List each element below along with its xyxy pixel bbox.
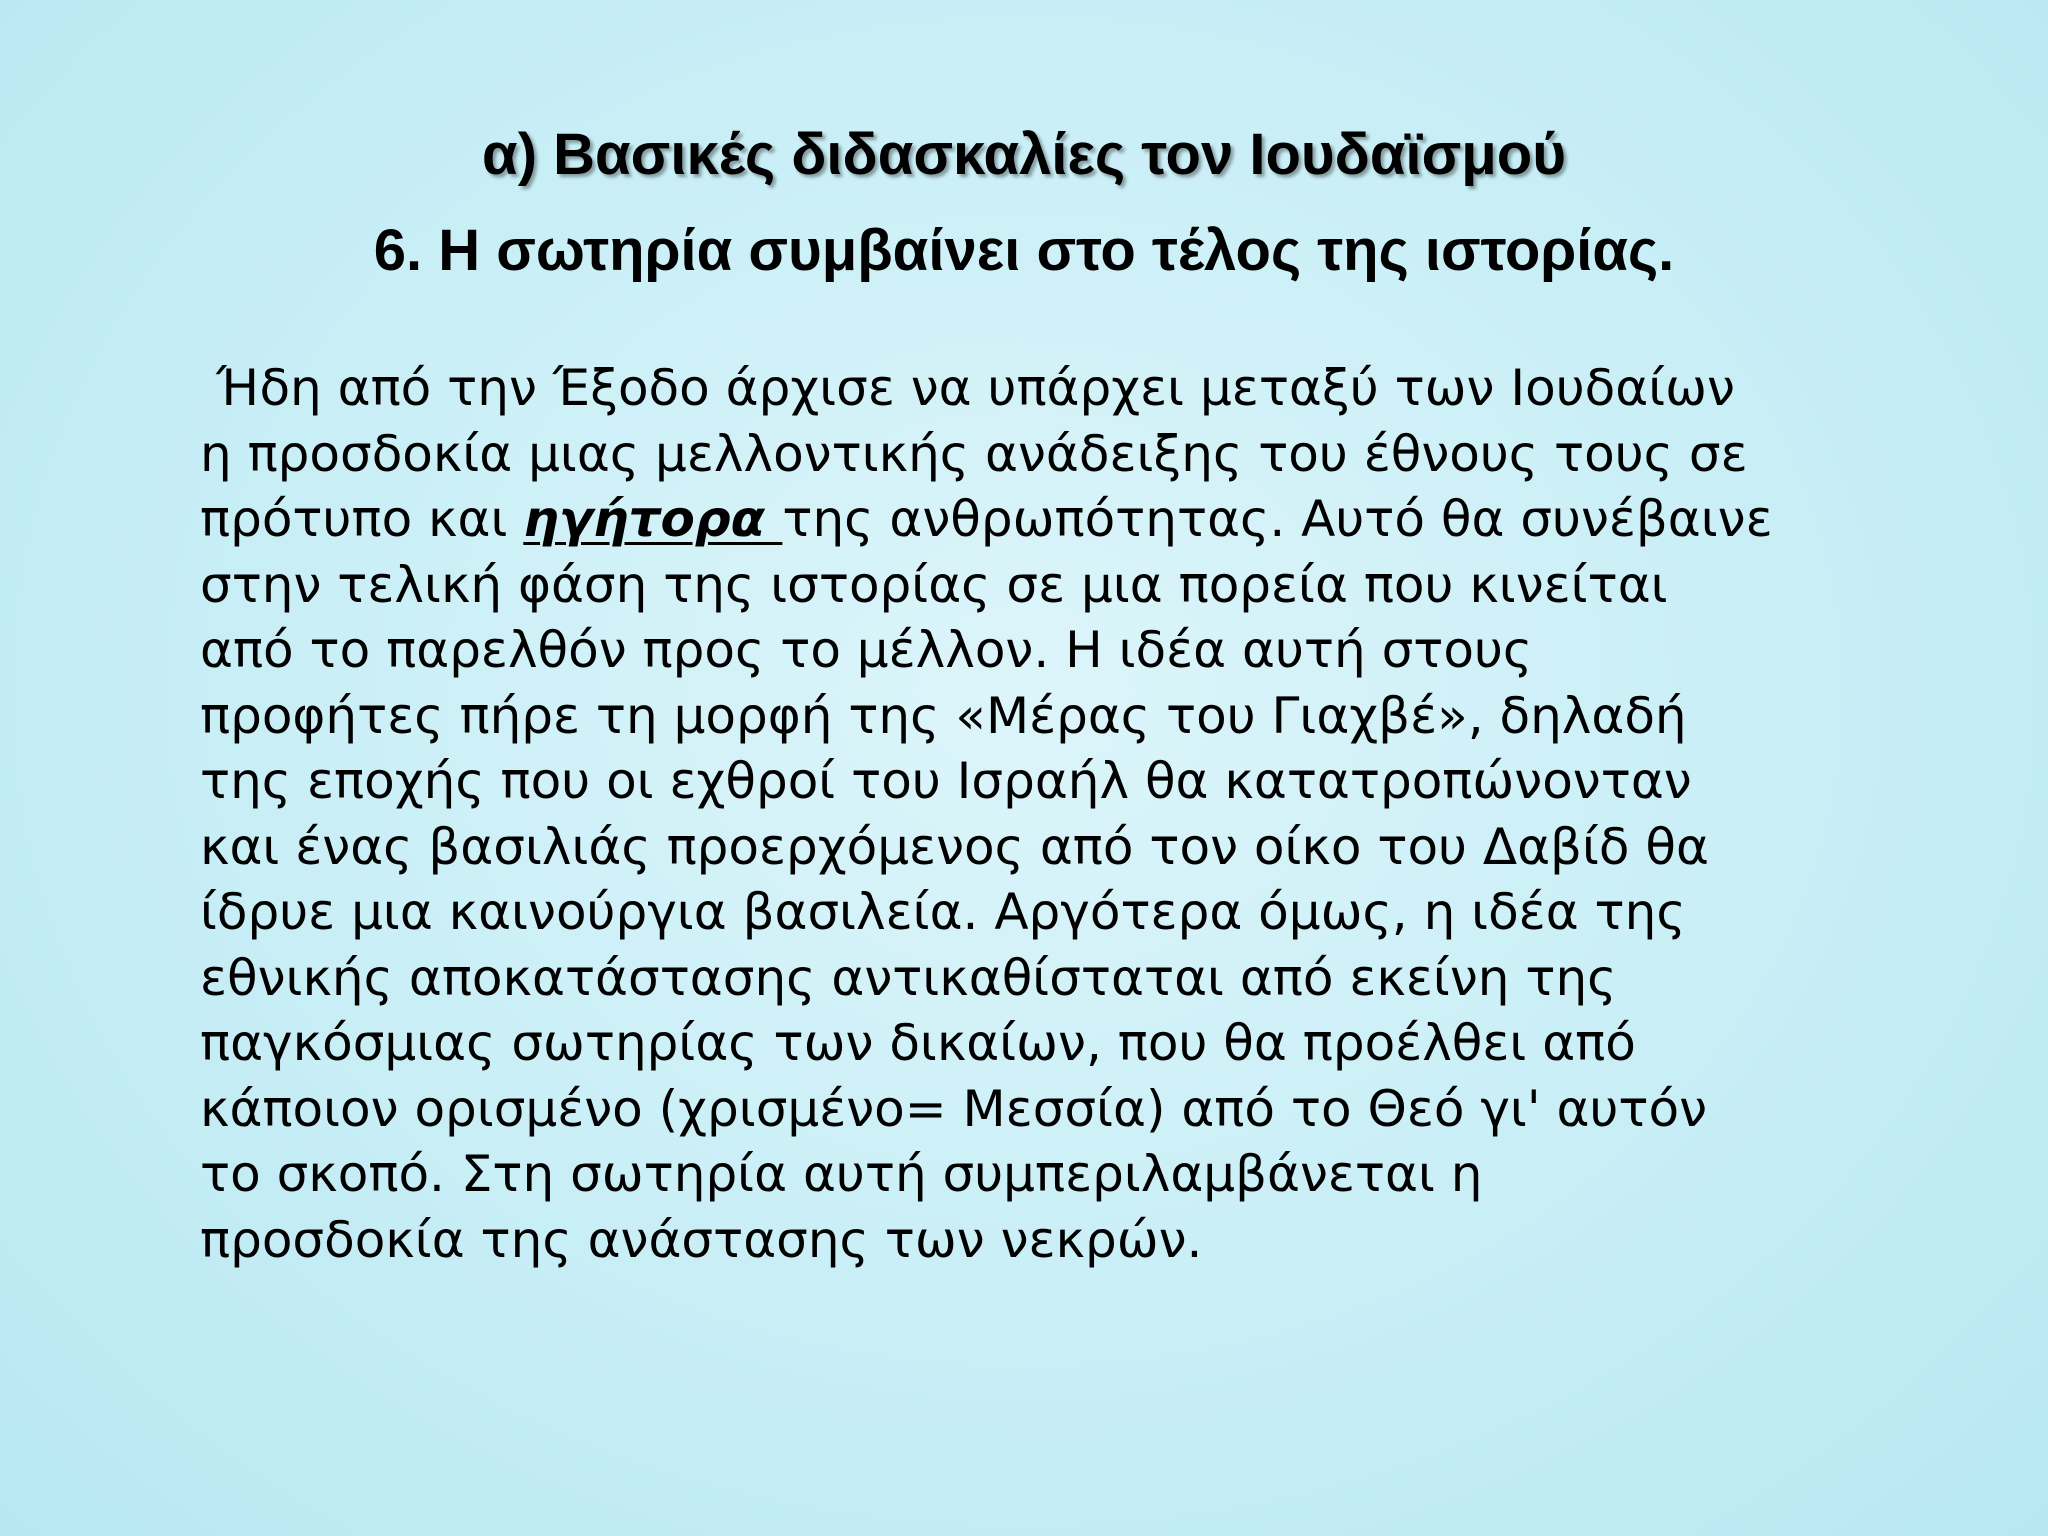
body-line-1: Ήδη από την Έξοδο άρχισε να υπάρχει μεταξύ των Ιουδαίων (200, 359, 1735, 417)
body-line-6: προφήτες πήρε τη μορφή της «Μέρας του Γιαχβέ», δηλαδή (200, 686, 1687, 745)
body-line-3-after: της ανθρωπότητας. Αυτό θα συνέβαινε (782, 490, 1773, 548)
body-line-7: της εποχής που οι εχθροί του Ισραήλ θα κατατροπώνονταν (200, 752, 1692, 810)
body-line-5: από το παρελθόν προς το μέλλον. Η ιδέα αυτή στους (200, 621, 1533, 679)
body-line-11: παγκόσμιας σωτηρίας των δικαίων, που θα προέλθει από (200, 1014, 1636, 1072)
body-line-9: ίδρυε μια καινούργια βασιλεία. Αργότερα όμως, η ιδέα της (200, 883, 1686, 941)
body-line-13: το σκοπό. Στη σωτηρία αυτή συμπεριλαμβάνεται η (200, 1145, 1483, 1203)
body-line-4: στην τελική φάση της ιστορίας σε μια πορεία που κινείται (200, 555, 1668, 614)
body-line-10: εθνικής αποκατάστασης αντικαθίσταται από εκείνη της (200, 948, 1617, 1007)
slide-subtitle: 6. Η σωτηρία συμβαίνει στο τέλος της ιστορίας. (373, 218, 1675, 283)
body-line-3-before: πρότυπο και (200, 490, 524, 548)
body-line-8: και ένας βασιλιάς προερχόμενος από τον οίκο του Δαβίδ θα (200, 817, 1709, 876)
body-line-12: κάποιον ορισμένο (χρισμένο= Μεσσία) από το Θεό γι' αυτόν (200, 1079, 1708, 1138)
slide-title: α) Βασικές διδασκαλίες τον Ιουδαϊσμού (482, 122, 1566, 187)
body-line-3 (200, 487, 1940, 553)
body-line-14: προσδοκία της ανάστασης των νεκρών. (200, 1210, 1203, 1269)
body-paragraph (200, 356, 1940, 1273)
leader-link[interactable]: ηγήτορα (523, 490, 783, 548)
body-line-2: η προσδοκία μιας μελλοντικής ανάδειξης του έθνους τους σε (200, 424, 1748, 483)
